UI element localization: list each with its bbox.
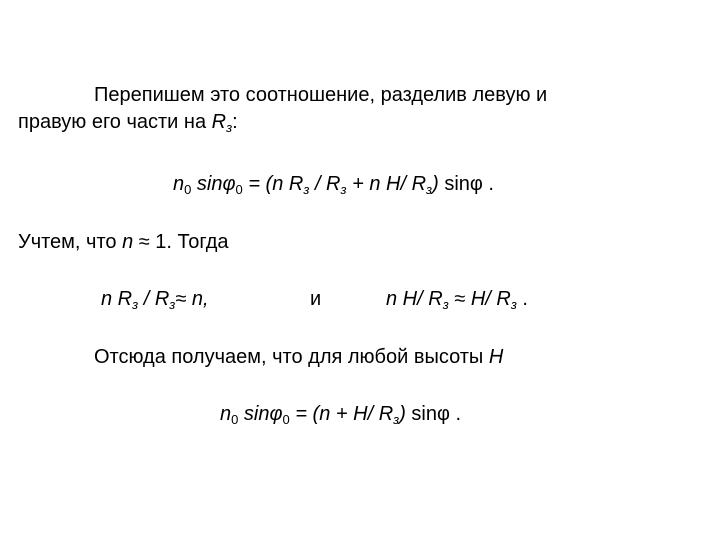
- eq-subscript: з: [426, 182, 433, 197]
- paragraph-text: Перепишем это соотношение, разделив левую и: [94, 84, 548, 106]
- eq-part: sinφ .: [405, 403, 462, 425]
- eq-part: / R: [138, 288, 170, 310]
- eq-subscript: 0: [231, 412, 239, 427]
- eq-n: n: [173, 173, 185, 195]
- paragraph-3: [94, 345, 503, 369]
- eq-part: + n H/ R: [346, 173, 427, 195]
- eq-part: ≈ H/ R: [448, 288, 511, 310]
- paragraph-line-2: [18, 110, 238, 134]
- eq-subscript: з: [132, 297, 139, 312]
- eq-subscript: з: [442, 297, 449, 312]
- variable-h: H: [488, 346, 504, 368]
- variable-r: R: [211, 111, 227, 133]
- eq-subscript: 0: [235, 182, 243, 197]
- approx-left: [101, 287, 209, 311]
- eq-part: ): [432, 173, 439, 195]
- eq-part: n H/ R: [386, 288, 443, 310]
- eq-part: n R: [101, 288, 133, 310]
- paragraph-text: Учтем, что: [18, 231, 123, 253]
- eq-n: n: [220, 403, 232, 425]
- eq-subscript: 0: [184, 182, 192, 197]
- paragraph-2: [18, 230, 229, 254]
- eq-subscript: з: [340, 182, 347, 197]
- eq-part: = (n + H/ R: [289, 403, 394, 425]
- paragraph-text: ≈ 1. Тогда: [133, 231, 229, 253]
- colon: :: [232, 111, 238, 133]
- eq-subscript: з: [510, 297, 517, 312]
- eq-subscript: 0: [282, 412, 290, 427]
- conjunction: [310, 287, 321, 311]
- eq-subscript: з: [169, 297, 176, 312]
- equation-2: [220, 402, 461, 426]
- paragraph-text: правую его части на: [18, 111, 212, 133]
- eq-part: = (n R: [242, 173, 304, 195]
- eq-part: / R: [309, 173, 341, 195]
- subscript: з: [226, 120, 233, 135]
- eq-part: ): [399, 403, 406, 425]
- eq-part: .: [516, 288, 528, 310]
- eq-part: ≈ n,: [175, 288, 209, 310]
- variable-n: n: [122, 231, 134, 253]
- eq-sin-phi: sinφ: [191, 173, 236, 195]
- conjunction-text: и: [310, 288, 322, 310]
- paragraph-line-1: [94, 83, 547, 107]
- eq-subscript: з: [303, 182, 310, 197]
- eq-subscript: з: [393, 412, 400, 427]
- paragraph-text: Отсюда получаем, что для любой высоты: [94, 346, 489, 368]
- eq-sin-phi: sinφ: [238, 403, 283, 425]
- eq-part: sinφ .: [438, 173, 494, 195]
- equation-1: [173, 172, 494, 196]
- approx-right: [386, 287, 528, 311]
